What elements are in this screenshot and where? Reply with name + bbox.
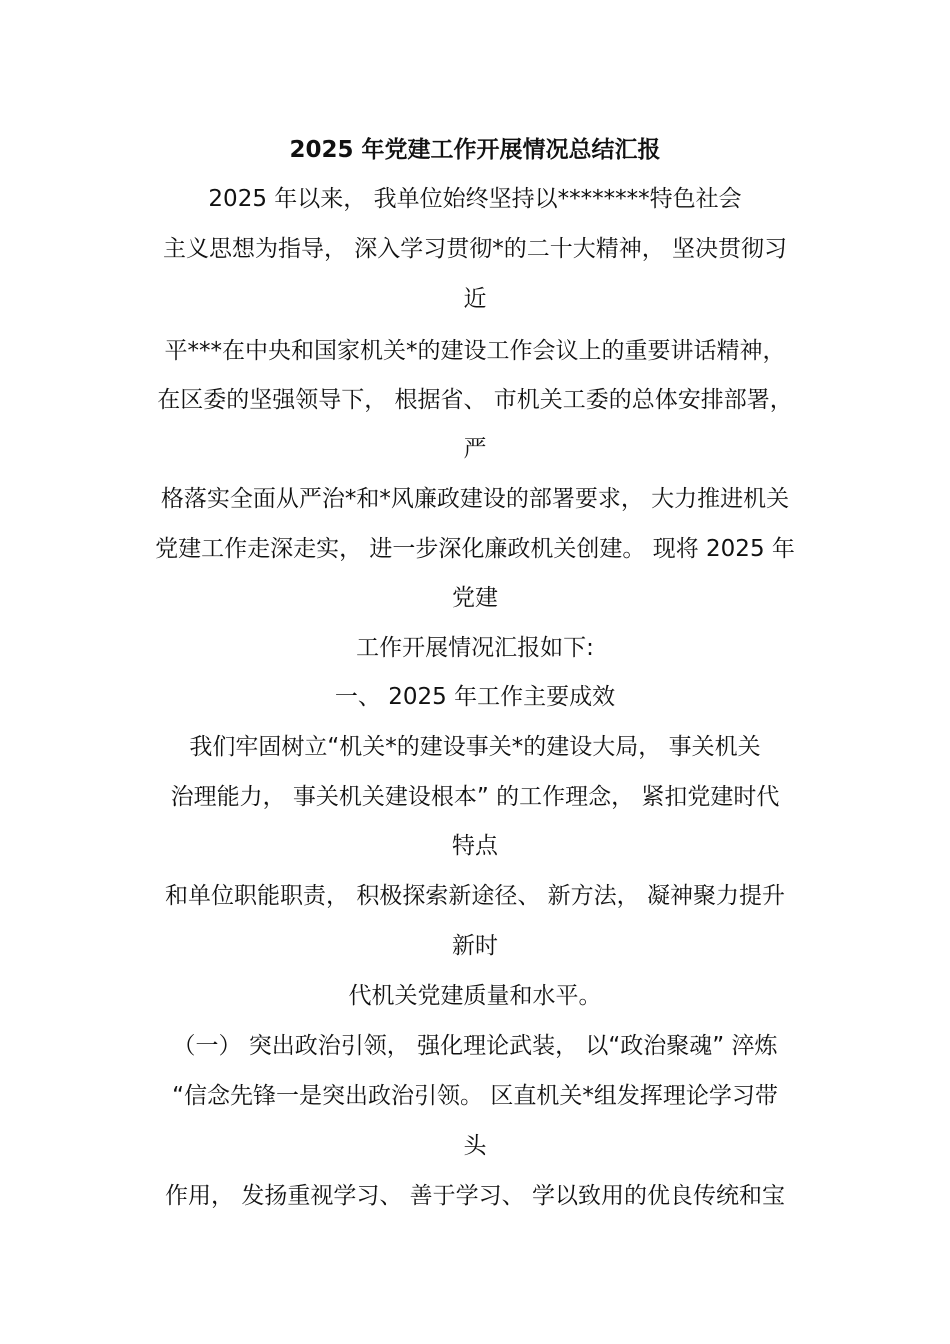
subsection-heading: （一） 突出政治引领， 强化理论武装， 以“政治聚魂” 淬炼 (172, 1033, 778, 1059)
paragraph-line: 和单位职能职责， 积极探索新途径、 新方法， 凝神聚力提升 (165, 883, 785, 909)
paragraph-line: 治理能力， 事关机关建设根本” 的工作理念， 紧扣党建时代 (170, 784, 780, 810)
paragraph-line: 主义思想为指导， 深入学习贯彻*的二十大精神， 坚决贯彻习 (162, 236, 788, 262)
paragraph-line: 头 (463, 1133, 487, 1159)
paragraph-line: 特点 (452, 833, 498, 859)
paragraph-line: 新时 (452, 933, 498, 959)
section-heading: 一、 2025 年工作主要成效 (334, 684, 616, 710)
paragraph-line: 2025 年以来， 我单位始终坚持以********特色社会 (208, 186, 742, 212)
paragraph-line: 格落实全面从严治*和*风廉政建设的部署要求， 大力推进机关 (160, 486, 790, 512)
paragraph-line: 在区委的坚强领导下， 根据省、 市机关工委的总体安排部署， (157, 387, 793, 413)
paragraph-line: “信念先锋一是突出政治引领。 区直机关*组发挥理论学习带 (172, 1083, 778, 1109)
paragraph-line: 近 (463, 286, 487, 312)
paragraph-line: 平***在中央和国家机关*的建设工作会议上的重要讲话精神， (164, 338, 786, 364)
paragraph-line: 工作开展情况汇报如下: (356, 635, 594, 661)
paragraph-line: 作用， 发扬重视学习、 善于学习、 学以致用的优良传统和宝 (165, 1183, 785, 1209)
paragraph-line: 严 (463, 436, 487, 462)
paragraph-line: 党建工作走深走实， 进一步深化廉政机关创建。 现将 2025 年 (155, 536, 795, 562)
paragraph-line: 党建 (452, 585, 498, 611)
document-title: 2025 年党建工作开展情况总结汇报 (289, 137, 661, 163)
paragraph-line: 我们牢固树立“机关*的建设事关*的建设大局， 事关机关 (189, 734, 761, 760)
paragraph-line: 代机关党建质量和水平。 (348, 983, 602, 1009)
